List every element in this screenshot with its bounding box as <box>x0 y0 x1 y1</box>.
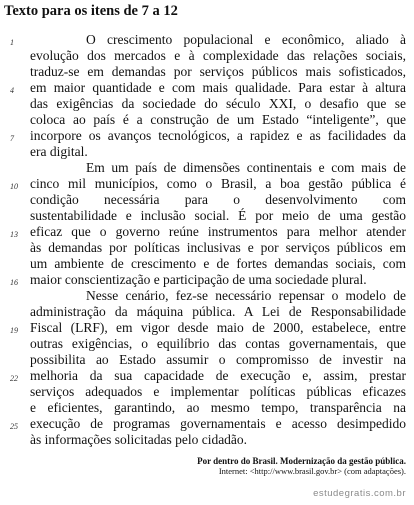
line-number: 1 <box>10 38 14 47</box>
line-number: 22 <box>10 374 18 383</box>
text-line: serviços adequados e implementar políticas públicas eficazes <box>30 384 406 399</box>
text-line: eficaz que o governo reúne instrumentos para melhor atender <box>30 224 406 239</box>
text-line: maior conscientização e participação de uma sociedade plural. <box>30 272 367 287</box>
document-title: Texto para os itens de 7 a 12 <box>4 3 178 19</box>
text-line: Em um país de dimensões continentais e com mais de <box>86 160 406 175</box>
source-url: Internet: <http://www.brasil.gov.br> (com adaptações). <box>218 466 406 476</box>
text-line: Nesse cenário, fez-se necessário repensar o modelo de <box>86 288 406 303</box>
line-number: 16 <box>10 278 18 287</box>
text-line: coloca ao país é a construção de um Estado “inteligente”, que <box>30 112 406 127</box>
text-line: execução de programas governamentais e acesso desimpedido <box>30 416 406 431</box>
text-line: em maior quantidade e com mais qualidade. Para estar à altura <box>30 80 406 95</box>
text-line: administração da máquina pública. A Lei de Responsabilidade <box>30 304 406 319</box>
text-line: O crescimento populacional e econômico, aliado à <box>86 32 406 47</box>
text-line: cinco mil municípios, como o Brasil, a boa gestão pública é <box>30 176 406 191</box>
text-line: sustentabilidade e inclusão social. É por meio de uma gestão <box>30 208 406 223</box>
line-number: 7 <box>10 134 14 143</box>
line-number: 4 <box>10 86 14 95</box>
text-line: outras exigências, o equilíbrio das contas governamentais, que <box>30 336 406 351</box>
text-line: das exigências da sociedade do século XXI, o desafio que se <box>30 96 406 111</box>
text-line: incorpore os avanços tecnológicos, a rapidez e as facilidades da <box>30 128 406 143</box>
text-line: às informações solicitadas pelo cidadão. <box>30 432 248 447</box>
line-number: 13 <box>10 230 18 239</box>
text-line: um ambiente de crescimento e de fortes demandas sociais, com <box>30 256 406 271</box>
text-line: evolução dos mercados e à complexidade das relações sociais, <box>30 48 406 63</box>
text-line: traduz-se em demandas por serviços públicos mais sofisticados, <box>30 64 406 79</box>
line-number: 25 <box>10 422 18 431</box>
text-line: era digital. <box>30 144 88 159</box>
source-citation: Por dentro do Brasil. Modernização da gestão pública. <box>197 456 406 466</box>
text-line: possibilita ao Estado assumir o compromisso de investir na <box>30 352 406 367</box>
watermark: estudegratis.com.br <box>313 488 406 499</box>
text-line: às demandas por políticas inclusivas e por serviços públicos em <box>30 240 406 255</box>
text-line: melhoria da sua capacidade de execução e, assim, prestar <box>30 368 406 383</box>
line-number: 19 <box>10 326 18 335</box>
text-line: condição necessária para o desenvolvimento com <box>30 192 406 207</box>
line-number: 10 <box>10 182 18 191</box>
text-line: e eficientes, garantindo, ao mesmo tempo, transparência na <box>30 400 406 415</box>
text-line: Fiscal (LRF), em vigor desde maio de 2000, estabelece, entre <box>30 320 406 335</box>
